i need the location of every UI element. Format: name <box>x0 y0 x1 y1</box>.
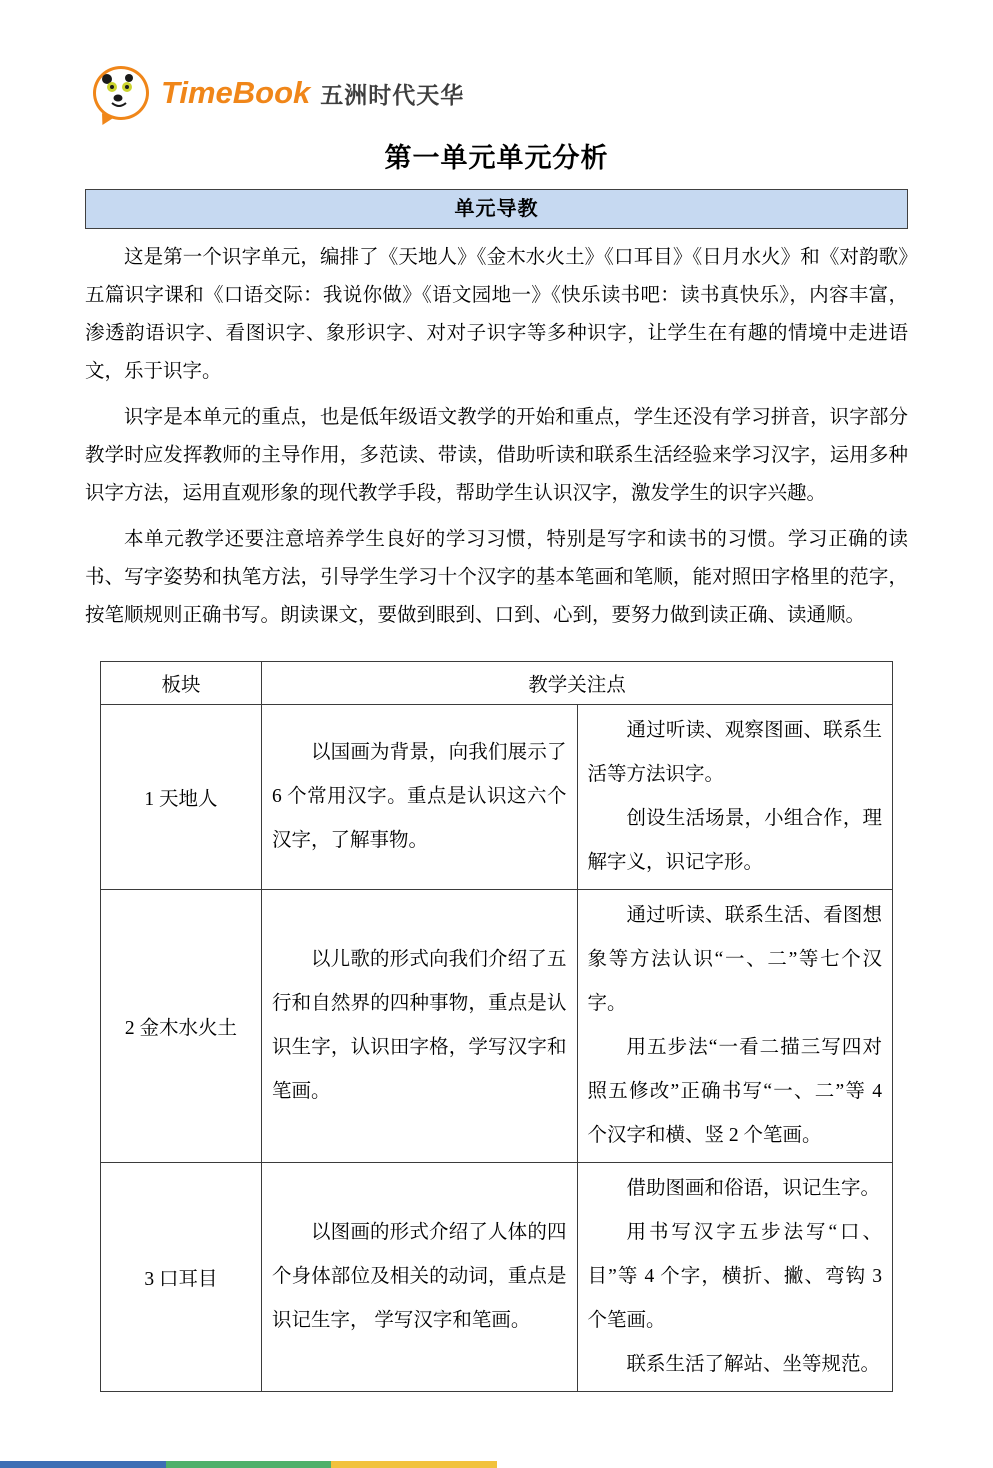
teaching-focus-table <box>100 661 893 1392</box>
module-cell: 3 口耳目 <box>101 1163 262 1392</box>
table-header-module: 板块 <box>101 662 262 705</box>
focus-point-paragraph: 通过听读、观察图画、联系生活等方法识字。 <box>587 720 882 785</box>
footer-color-strip <box>0 1461 497 1468</box>
intro-paragraph-3: 本单元教学还要注意培养学生良好的学习习惯，特别是写字和读书的习惯。学习正确的读书、写字姿势和执笔方法，引导学生学习十个汉字的基本笔画和笔顺，能对照田字格里的范字，按笔顺规则正确书写。朗读课文，要做到眼到、口到、心到，要努力做到读正确、读通顺。 <box>85 529 908 626</box>
focus-points-cell <box>577 890 893 1163</box>
focus-point-paragraph: 联系生活了解站、坐等规范。 <box>626 1354 881 1375</box>
table-row <box>101 1163 893 1392</box>
section-header-label: 单元导教 <box>454 198 539 220</box>
description-paragraph: 以图画的形式介绍了人体的四个身体部位及相关的动词，重点是识记生字， 学写汉字和笔画。 <box>272 1222 567 1331</box>
focus-point-paragraph: 用五步法“一看二描三写四对照五修改”正确书写“一、二”等 4 个汉字和横、竖 2 个笔画。 <box>587 1037 882 1146</box>
footer-strip-segment-blue <box>0 1461 166 1468</box>
page-title: 第一单元单元分析 <box>384 143 609 173</box>
focus-point-paragraph: 用书写汉字五步法写“口、目”等 4 个字，横折、撇、弯钩 3 个笔画。 <box>587 1222 882 1331</box>
timebook-mascot-icon <box>93 66 149 120</box>
table-header-focus: 教学关注点 <box>262 662 893 705</box>
unit-intro-text <box>85 239 908 635</box>
focus-point-paragraph: 创设生活场景，小组合作，理解字义，识记字形。 <box>587 808 882 873</box>
table-row <box>101 705 893 890</box>
focus-points-cell <box>577 1163 893 1392</box>
description-paragraph: 以儿歌的形式向我们介绍了五行和自然界的四种事物，重点是认识生字，认识田字格，学写汉字和笔画。 <box>272 949 567 1102</box>
module-cell: 1 天地人 <box>101 705 262 890</box>
intro-paragraph-1: 这是第一个识字单元，编排了《天地人》《金木水火土》《口耳目》《日月水火》和《对韵歌》五篇识字课和《口语交际：我说你做》《语文园地一》《快乐读书吧：读书真快乐》，内容丰富，渗透韵语识字、看图识字、象形识字、对对子识字等多种识字，让学生在有趣的情境中走进语文，乐于识字。 <box>85 247 908 382</box>
module-description-cell <box>262 890 578 1163</box>
focus-point-paragraph: 借助图画和俗语，识记生字。 <box>626 1178 881 1199</box>
footer-strip-segment-green <box>166 1461 332 1468</box>
timebook-logo <box>93 64 908 122</box>
focus-points-cell <box>577 705 893 890</box>
table-row <box>101 890 893 1163</box>
logo-company-text: 五洲时代天华 <box>320 81 465 108</box>
section-header-bar <box>85 189 908 229</box>
description-paragraph: 以国画为背景，向我们展示了 6 个常用汉字。重点是认识这六个汉字，了解事物。 <box>272 742 567 851</box>
module-cell: 2 金木水火土 <box>101 890 262 1163</box>
module-description-cell <box>262 705 578 890</box>
intro-paragraph-2: 识字是本单元的重点，也是低年级语文教学的开始和重点，学生还没有学习拼音，识字部分教学时应发挥教师的主导作用，多范读、带读，借助听读和联系生活经验来学习汉字，运用多种识字方法，运用直观形象的现代教学手段，帮助学生认识汉字，激发学生的识字兴趣。 <box>85 407 908 504</box>
document-page <box>0 64 993 1392</box>
logo-brand-text: TimeBook <box>161 75 311 110</box>
module-description-cell <box>262 1163 578 1392</box>
table-header-row <box>101 662 893 705</box>
focus-point-paragraph: 通过听读、联系生活、看图想象等方法认识“一、二”等七个汉字。 <box>587 905 882 1014</box>
footer-strip-segment-yellow <box>331 1461 497 1468</box>
